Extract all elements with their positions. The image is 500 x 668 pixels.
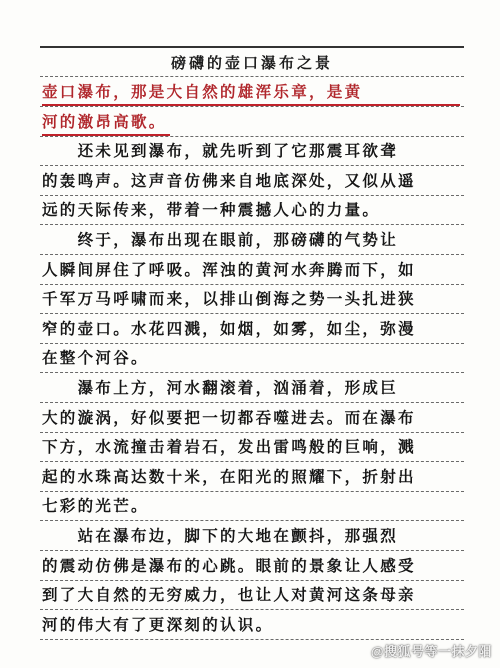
essay-line: 终于，瀑布出现在眼前，那磅礴的气势让 xyxy=(42,230,399,249)
essay-line: 的震动仿佛是瀑布的心跳。眼前的景象让人感受 xyxy=(42,555,416,575)
essay-line: 到了大自然的无穷威力，也让人对黄河这条母亲 xyxy=(42,585,416,605)
title-rule xyxy=(40,76,464,77)
essay-line: 瀑布上方，河水翻滚着，汹涌着，形成巨 xyxy=(42,378,399,397)
ruled-line xyxy=(40,639,464,640)
essay-line: 千军万马呼啸而来，以排山倒海之势一头扎进狭 xyxy=(42,289,416,309)
essay-line: 七彩的光芒。 xyxy=(42,496,149,516)
essay-line: 人瞬间屏住了呼吸。浑浊的黄河水奔腾而下，如 xyxy=(42,259,416,279)
top-rule xyxy=(40,46,464,48)
essay-line: 河的激昂高歌。 xyxy=(42,111,167,131)
essay-line: 远的天际传来，带着一种震撼人心的力量。 xyxy=(42,200,381,220)
watermark: @搜狐号等一抹夕阳 xyxy=(370,644,492,659)
essay-line: 在整个河谷。 xyxy=(42,348,149,368)
page-title: 磅礴的壶口瀑布之景 xyxy=(170,54,333,72)
essay-line: 窄的壶口。水花四溅，如烟，如雾，如尘，弥漫 xyxy=(42,318,416,338)
essay-line: 壶口瀑布，那是大自然的雄浑乐章，是黄 xyxy=(42,82,363,101)
highlight-underline xyxy=(42,104,460,106)
essay-line: 站在瀑布边，脚下的大地在颤抖，那强烈 xyxy=(42,526,399,545)
essay-line: 大的漩涡，好似要把一切都吞噬进去。而在瀑布 xyxy=(42,407,416,427)
essay-line: 河的伟大有了更深刻的认识。 xyxy=(42,614,274,634)
highlight-underline xyxy=(42,134,170,136)
essay-line: 还未见到瀑布，就先听到了它那震耳欲聋 xyxy=(42,141,399,161)
essay-line: 下方，水流撞击着岩石，发出雷鸣般的巨响，溅 xyxy=(42,437,416,457)
essay-line: 的轰鸣声。这声音仿佛来自地底深处，又似从遥 xyxy=(42,170,416,190)
essay-line: 起的水珠高达数十米，在阳光的照耀下，折射出 xyxy=(42,466,416,486)
